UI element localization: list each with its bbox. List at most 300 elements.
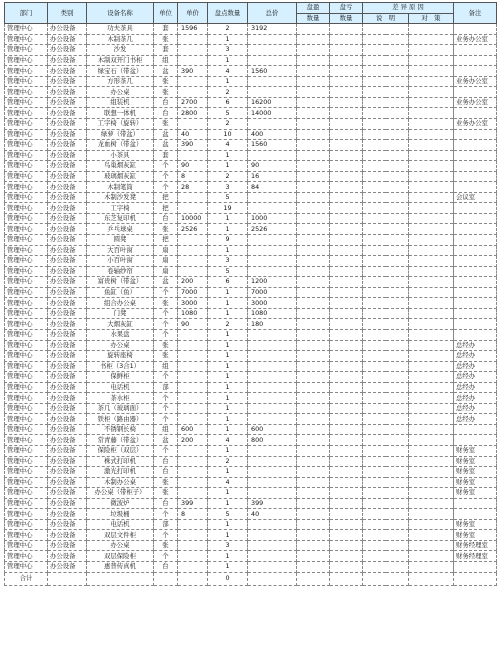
table-row xyxy=(5,287,497,298)
row-total: 16200 xyxy=(248,97,297,108)
table-header xyxy=(5,3,497,24)
row-price: 2800 xyxy=(178,108,208,119)
row-count: 2 xyxy=(208,87,248,98)
row-surplus-qty xyxy=(297,277,330,288)
row-price: 1596 xyxy=(178,24,208,35)
row-surplus-qty xyxy=(297,329,330,340)
header-deficit-qty: 数量 xyxy=(330,13,363,24)
row-measure xyxy=(409,329,454,340)
table-row xyxy=(5,351,497,362)
row-category: 办公设备 xyxy=(48,97,87,108)
row-category: 办公设备 xyxy=(48,519,87,530)
row-surplus-qty xyxy=(297,498,330,509)
row-category: 办公设备 xyxy=(48,287,87,298)
row-dept: 管理中心 xyxy=(5,435,48,446)
row-name: 常青藤（带盆） xyxy=(87,435,154,446)
row-surplus-qty xyxy=(297,361,330,372)
row-unit: 盆 xyxy=(154,140,178,151)
row-total xyxy=(248,393,297,404)
row-price: 390 xyxy=(178,66,208,77)
row-measure xyxy=(409,287,454,298)
row-remark xyxy=(454,24,497,35)
row-total xyxy=(248,488,297,499)
row-price xyxy=(178,119,208,130)
row-explain xyxy=(363,519,409,530)
row-measure xyxy=(409,213,454,224)
row-measure xyxy=(409,445,454,456)
row-name: 旋转座椅 xyxy=(87,351,154,362)
row-total: 90 xyxy=(248,161,297,172)
row-measure xyxy=(409,435,454,446)
row-category: 办公设备 xyxy=(48,34,87,45)
row-explain xyxy=(363,435,409,446)
row-unit: 台 xyxy=(154,97,178,108)
row-deficit-qty xyxy=(330,329,363,340)
row-dept: 管理中心 xyxy=(5,372,48,383)
row-measure xyxy=(409,266,454,277)
table-row xyxy=(5,551,497,562)
row-remark: 总经办 xyxy=(454,382,497,393)
row-remark xyxy=(454,308,497,319)
row-unit: 个 xyxy=(154,161,178,172)
row-unit: 个 xyxy=(154,509,178,520)
row-unit: 台 xyxy=(154,561,178,572)
row-surplus-qty xyxy=(297,245,330,256)
row-price xyxy=(178,351,208,362)
row-count: 1 xyxy=(208,551,248,562)
row-name: 富贵树（带盆） xyxy=(87,277,154,288)
row-name: 组装机 xyxy=(87,97,154,108)
row-unit: 个 xyxy=(154,308,178,319)
row-explain xyxy=(363,203,409,214)
row-price: 200 xyxy=(178,435,208,446)
table-row xyxy=(5,319,497,330)
row-count: 2 xyxy=(208,24,248,35)
row-measure xyxy=(409,393,454,404)
row-remark xyxy=(454,161,497,172)
table-row xyxy=(5,140,497,151)
row-count: 6 xyxy=(208,97,248,108)
row-dept: 管理中心 xyxy=(5,55,48,66)
row-price xyxy=(178,45,208,56)
row-category: 办公设备 xyxy=(48,235,87,246)
table-row xyxy=(5,456,497,467)
row-remark xyxy=(454,66,497,77)
row-surplus-qty xyxy=(297,182,330,193)
row-total: 400 xyxy=(248,129,297,140)
row-count: 2 xyxy=(208,171,248,182)
row-unit: 张 xyxy=(154,351,178,362)
row-explain xyxy=(363,108,409,119)
row-total xyxy=(248,551,297,562)
row-measure xyxy=(409,519,454,530)
row-deficit-qty xyxy=(330,277,363,288)
row-count: 1 xyxy=(208,445,248,456)
row-name: 办公桌 xyxy=(87,340,154,351)
row-dept: 管理中心 xyxy=(5,445,48,456)
row-deficit-qty xyxy=(330,298,363,309)
row-dept: 管理中心 xyxy=(5,87,48,98)
row-surplus-qty xyxy=(297,456,330,467)
row-name: 沙发 xyxy=(87,45,154,56)
row-dept: 管理中心 xyxy=(5,66,48,77)
row-unit: 张 xyxy=(154,298,178,309)
row-total: 16 xyxy=(248,171,297,182)
table-row xyxy=(5,266,497,277)
row-explain xyxy=(363,540,409,551)
row-deficit-qty xyxy=(330,235,363,246)
row-category: 办公设备 xyxy=(48,561,87,572)
row-category: 办公设备 xyxy=(48,66,87,77)
row-name: 铁柜（路由器） xyxy=(87,414,154,425)
row-count: 1 xyxy=(208,150,248,161)
row-category: 办公设备 xyxy=(48,340,87,351)
row-remark xyxy=(454,561,497,572)
row-unit: 套 xyxy=(154,150,178,161)
row-name: 乒乓球桌 xyxy=(87,224,154,235)
row-name: 鸟巢烟灰缸 xyxy=(87,161,154,172)
row-deficit-qty xyxy=(330,351,363,362)
row-unit: 台 xyxy=(154,467,178,478)
row-measure xyxy=(409,66,454,77)
row-explain xyxy=(363,509,409,520)
row-measure xyxy=(409,129,454,140)
header-surplus-qty: 数量 xyxy=(297,13,330,24)
row-price: 90 xyxy=(178,161,208,172)
row-unit: 张 xyxy=(154,477,178,488)
row-explain xyxy=(363,445,409,456)
row-name: 组合办公桌 xyxy=(87,298,154,309)
row-measure xyxy=(409,24,454,35)
row-deficit-qty xyxy=(330,203,363,214)
row-measure xyxy=(409,277,454,288)
row-name: 大百叶窗 xyxy=(87,245,154,256)
row-measure xyxy=(409,382,454,393)
row-dept: 管理中心 xyxy=(5,171,48,182)
row-deficit-qty xyxy=(330,224,363,235)
row-measure xyxy=(409,140,454,151)
row-count: 5 xyxy=(208,108,248,119)
row-surplus-qty xyxy=(297,161,330,172)
row-surplus-qty xyxy=(297,340,330,351)
row-explain xyxy=(363,45,409,56)
row-category: 办公设备 xyxy=(48,372,87,383)
row-dept: 管理中心 xyxy=(5,97,48,108)
row-explain xyxy=(363,477,409,488)
row-deficit-qty xyxy=(330,540,363,551)
table-row xyxy=(5,329,497,340)
row-deficit-qty xyxy=(330,150,363,161)
row-measure xyxy=(409,256,454,267)
row-name: 联想一体机 xyxy=(87,108,154,119)
row-category: 办公设备 xyxy=(48,256,87,267)
row-price: 399 xyxy=(178,498,208,509)
row-remark: 业务办公室 xyxy=(454,76,497,87)
row-measure xyxy=(409,424,454,435)
row-total xyxy=(248,445,297,456)
row-total xyxy=(248,256,297,267)
row-measure xyxy=(409,340,454,351)
row-deficit-qty xyxy=(330,488,363,499)
row-deficit-qty xyxy=(330,561,363,572)
row-price xyxy=(178,519,208,530)
table-row xyxy=(5,519,497,530)
row-total xyxy=(248,45,297,56)
row-dept: 管理中心 xyxy=(5,287,48,298)
row-remark: 财务室 xyxy=(454,467,497,478)
row-explain xyxy=(363,456,409,467)
row-name: 电话机 xyxy=(87,382,154,393)
row-unit: 盆 xyxy=(154,66,178,77)
row-price: 2526 xyxy=(178,224,208,235)
row-name: 双层文件柜 xyxy=(87,530,154,541)
row-explain xyxy=(363,424,409,435)
row-surplus-qty xyxy=(297,561,330,572)
row-name: 工字椅（旋转） xyxy=(87,119,154,130)
row-price xyxy=(178,456,208,467)
row-remark xyxy=(454,509,497,520)
row-surplus-qty xyxy=(297,119,330,130)
row-category: 办公设备 xyxy=(48,24,87,35)
row-surplus-qty xyxy=(297,403,330,414)
row-dept: 管理中心 xyxy=(5,319,48,330)
row-measure xyxy=(409,509,454,520)
row-explain xyxy=(363,224,409,235)
row-price xyxy=(178,329,208,340)
table-row xyxy=(5,561,497,572)
row-remark xyxy=(454,319,497,330)
row-total xyxy=(248,87,297,98)
row-surplus-qty xyxy=(297,308,330,319)
row-remark xyxy=(454,287,497,298)
row-price: 3000 xyxy=(178,298,208,309)
row-explain xyxy=(363,66,409,77)
row-deficit-qty xyxy=(330,245,363,256)
row-total xyxy=(248,403,297,414)
row-total xyxy=(248,477,297,488)
row-surplus-qty xyxy=(297,34,330,45)
row-price xyxy=(178,445,208,456)
row-price xyxy=(178,414,208,425)
row-category: 办公设备 xyxy=(48,351,87,362)
row-total: 3000 xyxy=(248,298,297,309)
table-row xyxy=(5,361,497,372)
table-row xyxy=(5,509,497,520)
row-category: 办公设备 xyxy=(48,540,87,551)
row-name: 木制茶几 xyxy=(87,34,154,45)
row-price xyxy=(178,192,208,203)
row-price: 7000 xyxy=(178,287,208,298)
row-name: 卷轴纱帘 xyxy=(87,266,154,277)
header-surplus: 盘盈 xyxy=(297,3,330,14)
row-count: 1 xyxy=(208,213,248,224)
row-explain xyxy=(363,76,409,87)
row-category: 办公设备 xyxy=(48,119,87,130)
row-unit: 张 xyxy=(154,87,178,98)
row-price: 600 xyxy=(178,424,208,435)
row-name: 绿宝石（带盆） xyxy=(87,66,154,77)
row-deficit-qty xyxy=(330,498,363,509)
row-unit: 张 xyxy=(154,34,178,45)
table-row xyxy=(5,277,497,288)
row-deficit-qty xyxy=(330,530,363,541)
row-explain xyxy=(363,55,409,66)
row-total xyxy=(248,361,297,372)
row-surplus-qty xyxy=(297,530,330,541)
row-surplus-qty xyxy=(297,171,330,182)
row-dept: 管理中心 xyxy=(5,245,48,256)
table-row xyxy=(5,477,497,488)
row-count: 1 xyxy=(208,519,248,530)
row-unit: 个 xyxy=(154,171,178,182)
row-surplus-qty xyxy=(297,97,330,108)
row-dept: 管理中心 xyxy=(5,24,48,35)
table-row xyxy=(5,245,497,256)
row-name: 双层保险柜 xyxy=(87,551,154,562)
row-remark xyxy=(454,55,497,66)
row-unit: 个 xyxy=(154,393,178,404)
row-count: 19 xyxy=(208,203,248,214)
row-price xyxy=(178,530,208,541)
row-unit: 台 xyxy=(154,456,178,467)
row-category: 办公设备 xyxy=(48,456,87,467)
row-unit: 个 xyxy=(154,372,178,383)
row-unit: 个 xyxy=(154,551,178,562)
row-surplus-qty xyxy=(297,192,330,203)
row-dept: 管理中心 xyxy=(5,403,48,414)
row-dept: 管理中心 xyxy=(5,224,48,235)
row-unit: 盆 xyxy=(154,435,178,446)
row-count: 1 xyxy=(208,329,248,340)
row-remark: 财务经理室 xyxy=(454,540,497,551)
table-row xyxy=(5,256,497,267)
header-price: 单价 xyxy=(178,3,208,24)
row-unit: 组 xyxy=(154,55,178,66)
row-price xyxy=(178,393,208,404)
row-explain xyxy=(363,319,409,330)
row-remark: 总经办 xyxy=(454,403,497,414)
row-name: 办公桌 xyxy=(87,540,154,551)
row-dept: 管理中心 xyxy=(5,393,48,404)
row-remark: 财务室 xyxy=(454,445,497,456)
row-count: 4 xyxy=(208,66,248,77)
table-row xyxy=(5,372,497,383)
table-row xyxy=(5,45,497,56)
row-total xyxy=(248,561,297,572)
row-explain xyxy=(363,235,409,246)
row-price xyxy=(178,467,208,478)
row-count: 1 xyxy=(208,161,248,172)
row-surplus-qty xyxy=(297,382,330,393)
row-surplus-qty xyxy=(297,287,330,298)
row-measure xyxy=(409,477,454,488)
row-count: 2 xyxy=(208,119,248,130)
row-surplus-qty xyxy=(297,150,330,161)
row-price xyxy=(178,235,208,246)
row-total xyxy=(248,382,297,393)
row-surplus-qty xyxy=(297,435,330,446)
row-dept: 管理中心 xyxy=(5,382,48,393)
header-unit: 单位 xyxy=(154,3,178,24)
row-count: 1 xyxy=(208,498,248,509)
row-count: 4 xyxy=(208,140,248,151)
row-count: 4 xyxy=(208,477,248,488)
row-remark: 总经办 xyxy=(454,361,497,372)
row-remark xyxy=(454,329,497,340)
table-row xyxy=(5,435,497,446)
row-deficit-qty xyxy=(330,45,363,56)
row-measure xyxy=(409,150,454,161)
row-measure xyxy=(409,403,454,414)
row-remark xyxy=(454,245,497,256)
row-dept: 管理中心 xyxy=(5,551,48,562)
row-price xyxy=(178,382,208,393)
table-row xyxy=(5,498,497,509)
row-deficit-qty xyxy=(330,108,363,119)
row-explain xyxy=(363,256,409,267)
row-total: 84 xyxy=(248,182,297,193)
row-total xyxy=(248,467,297,478)
row-price: 2700 xyxy=(178,97,208,108)
row-measure xyxy=(409,551,454,562)
row-count: 5 xyxy=(208,192,248,203)
row-category: 办公设备 xyxy=(48,435,87,446)
row-dept: 管理中心 xyxy=(5,519,48,530)
row-deficit-qty xyxy=(330,551,363,562)
row-dept: 管理中心 xyxy=(5,161,48,172)
table-row xyxy=(5,203,497,214)
row-name: 木制办公桌 xyxy=(87,477,154,488)
row-deficit-qty xyxy=(330,519,363,530)
row-unit: 个 xyxy=(154,414,178,425)
row-count: 1 xyxy=(208,424,248,435)
row-remark xyxy=(454,87,497,98)
row-deficit-qty xyxy=(330,161,363,172)
table-row xyxy=(5,119,497,130)
row-count: 1 xyxy=(208,287,248,298)
row-category: 办公设备 xyxy=(48,171,87,182)
table-row xyxy=(5,530,497,541)
row-price xyxy=(178,488,208,499)
row-category: 办公设备 xyxy=(48,414,87,425)
row-count: 1 xyxy=(208,308,248,319)
row-price xyxy=(178,340,208,351)
row-deficit-qty xyxy=(330,66,363,77)
row-name: 电话机 xyxy=(87,519,154,530)
row-deficit-qty xyxy=(330,403,363,414)
row-category: 办公设备 xyxy=(48,213,87,224)
row-category: 办公设备 xyxy=(48,467,87,478)
row-count: 3 xyxy=(208,182,248,193)
row-deficit-qty xyxy=(330,372,363,383)
row-measure xyxy=(409,298,454,309)
row-explain xyxy=(363,171,409,182)
row-total: 1560 xyxy=(248,140,297,151)
row-explain xyxy=(363,150,409,161)
row-surplus-qty xyxy=(297,87,330,98)
row-measure xyxy=(409,34,454,45)
row-name: 垃圾桶 xyxy=(87,509,154,520)
row-explain xyxy=(363,129,409,140)
row-name: 茶水柜 xyxy=(87,393,154,404)
row-category: 办公设备 xyxy=(48,224,87,235)
row-explain xyxy=(363,161,409,172)
row-total: 180 xyxy=(248,319,297,330)
row-price xyxy=(178,34,208,45)
table-row xyxy=(5,55,497,66)
row-measure xyxy=(409,182,454,193)
row-deficit-qty xyxy=(330,87,363,98)
